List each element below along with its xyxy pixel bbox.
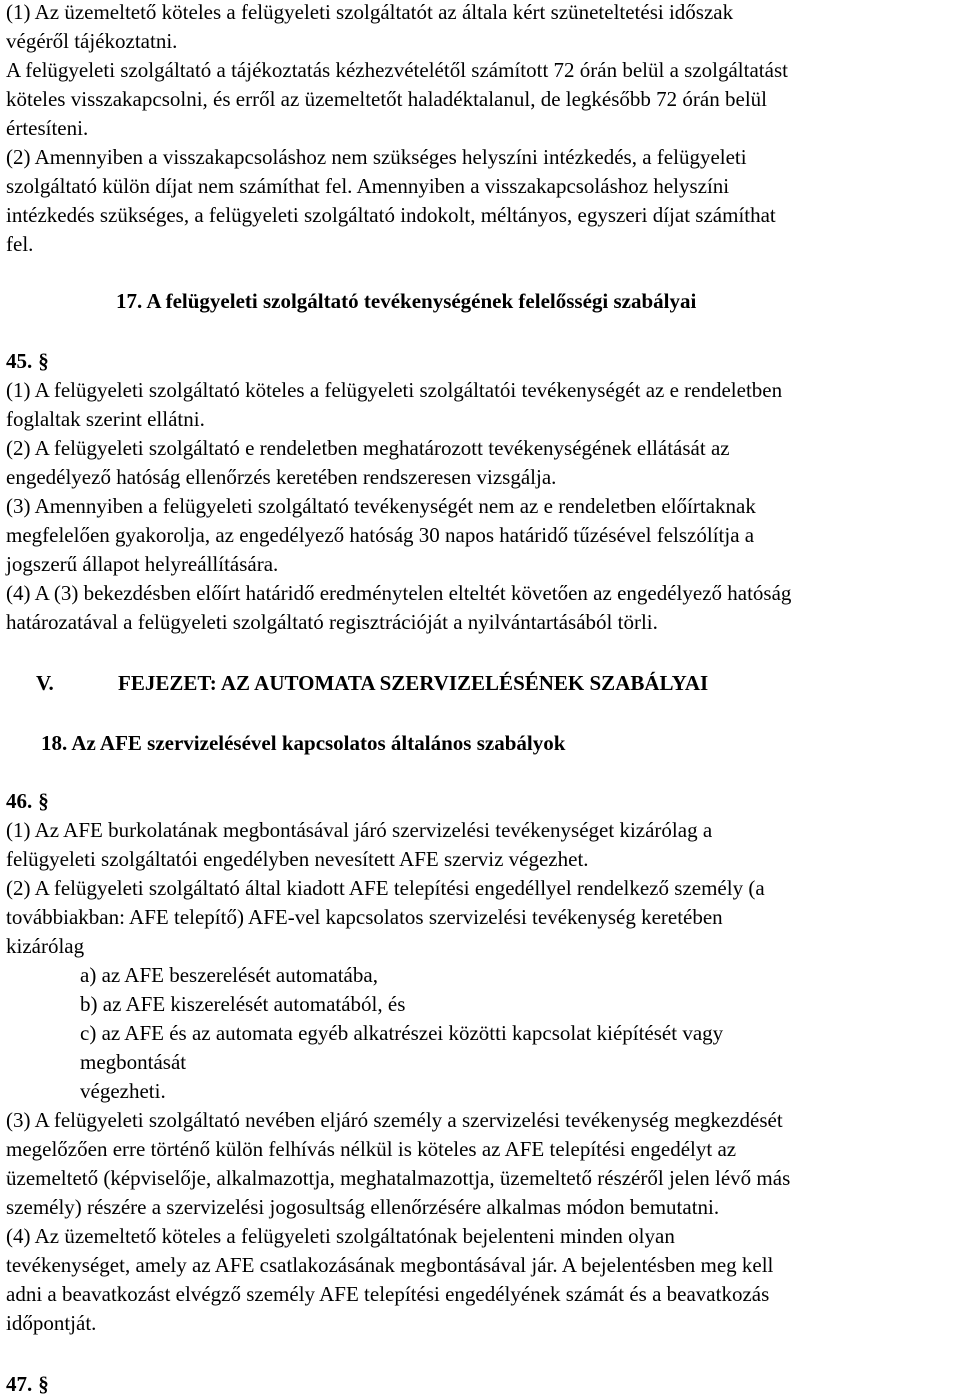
text-line: személy) részére a szervizelési jogosultság ellenőrzésére alkalmas módon bemutatni. (6, 1195, 720, 1219)
text-line: megelőzően erre történő külön felhívás nélkül is köteles az AFE telepítési engedélyt az (6, 1137, 737, 1161)
text-line: felügyeleti szolgáltatói engedélyben nevesített AFE szerviz végezhet. (6, 847, 589, 871)
text-line: határozatával a felügyeleti szolgáltató regisztrációját a nyilvántartásából törli. (6, 610, 658, 634)
text-line: A felügyeleti szolgáltató a tájékoztatás kézhezvételétől számított 72 órán belül a szolgáltatást (6, 58, 788, 82)
paragraph-mark: § (38, 349, 49, 373)
text-line: (1) A felügyeleti szolgáltató köteles a felügyeleti szolgáltatói tevékenységét az e rendeletben (6, 378, 783, 402)
text-line: (4) A (3) bekezdésben előírt határidő eredménytelen elteltét követően az engedélyező hatóság (6, 581, 792, 605)
text-line: (2) Amennyiben a visszakapcsoláshoz nem szükséges helyszíni intézkedés, a felügyeleti (6, 145, 747, 169)
text-line: (1) Az AFE burkolatának megbontásával járó szervizelési tevékenységet kizárólag a (6, 818, 713, 842)
section-heading-17: 17. A felügyeleti szolgáltató tevékenységének felelősségi szabályai (116, 289, 697, 313)
text-line: (2) A felügyeleti szolgáltató e rendeletben meghatározott tevékenységének ellátását az (6, 436, 730, 460)
list-item-b: b) az AFE kiszerelését automatából, és (80, 992, 406, 1016)
text-line: tevékenységet, amely az AFE csatlakozásának megbontásával jár. A bejelentésben meg kell (6, 1253, 774, 1277)
text-line: fel. (6, 232, 34, 256)
section-47 (6, 1370, 49, 1399)
section-number (6, 347, 954, 376)
section-number-text: 46. (6, 789, 33, 813)
chapter-heading (6, 669, 708, 698)
text-line: (3) A felügyeleti szolgáltató nevében eljáró személy a szervizelési tevékenység megkezdését (6, 1108, 783, 1132)
text-line: továbbiakban: AFE telepítő) AFE-vel kapcsolatos szervizelési tevékenység keretében (6, 905, 723, 929)
section-number (6, 1370, 49, 1399)
text-line: (4) Az üzemeltető köteles a felügyeleti szolgáltatónak bejelenteni minden olyan (6, 1224, 675, 1248)
text-line: adni a beavatkozást elvégző személy AFE telepítési engedélyének számát és a beavatkozás (6, 1282, 770, 1306)
section-46 (6, 787, 954, 1338)
text-line: engedélyező hatóság ellenőrzés keretében rendszeresen vizsgálja. (6, 465, 557, 489)
list-item-a: a) az AFE beszerelését automatába, (80, 963, 378, 987)
text-line: megfelelően gyakorolja, az engedélyező hatóság 30 napos határidő tűzésével felszólítja a (6, 523, 755, 547)
list-item-c: c) az AFE és az automata egyéb alkatrészei közötti kapcsolat kiépítését vagy (80, 1021, 724, 1045)
text-line: értesíteni. (6, 116, 89, 140)
intro-paragraph-1 (6, 0, 788, 259)
text-line: szolgáltató külön díjat nem számíthat fel. Amennyiben a visszakapcsoláshoz helyszíni (6, 174, 730, 198)
paragraph-mark: § (38, 789, 49, 813)
text-line: köteles visszakapcsolni, és erről az üzemeltetőt haladéktalanul, de legkésőbb 72 órán belül (6, 87, 767, 111)
text-line: (1) Az üzemeltető köteles a felügyeleti szolgáltatót az általa kért szüneteltetési időszak (6, 0, 734, 24)
section-number-text: 47. (6, 1372, 33, 1396)
text-line: foglaltak szerint ellátni. (6, 407, 205, 431)
text-line: intézkedés szükséges, a felügyeleti szolgáltató indokolt, méltányos, egyszeri díjat számíthat (6, 203, 776, 227)
section-heading-18: 18. Az AFE szervizelésével kapcsolatos általános szabályok (41, 731, 566, 755)
text-line: kizárólag (6, 934, 85, 958)
text-line: végéről tájékoztatni. (6, 29, 178, 53)
section-number (6, 787, 954, 816)
chapter-title: FEJEZET: AZ AUTOMATA SZERVIZELÉSÉNEK SZABÁLYAI (118, 671, 709, 695)
text-line: időpontját. (6, 1311, 97, 1335)
paragraph-mark: § (38, 1372, 49, 1396)
chapter-number: V. (36, 671, 54, 695)
text-line: üzemeltető (képviselője, alkalmazottja, meghatalmazottja, üzemeltető részéről jelen lévő más (6, 1166, 791, 1190)
text-line: (2) A felügyeleti szolgáltató által kiadott AFE telepítési engedéllyel rendelkező személy (a (6, 876, 765, 900)
list-item-c-cont: megbontását (80, 1050, 187, 1074)
section-number-text: 45. (6, 349, 33, 373)
text-line: jogszerű állapot helyreállítására. (6, 552, 279, 576)
list-item-closing: végezheti. (80, 1079, 166, 1103)
section-45 (6, 347, 954, 637)
text-line: (3) Amennyiben a felügyeleti szolgáltató tevékenységét nem az e rendeletben előírtaknak (6, 494, 756, 518)
